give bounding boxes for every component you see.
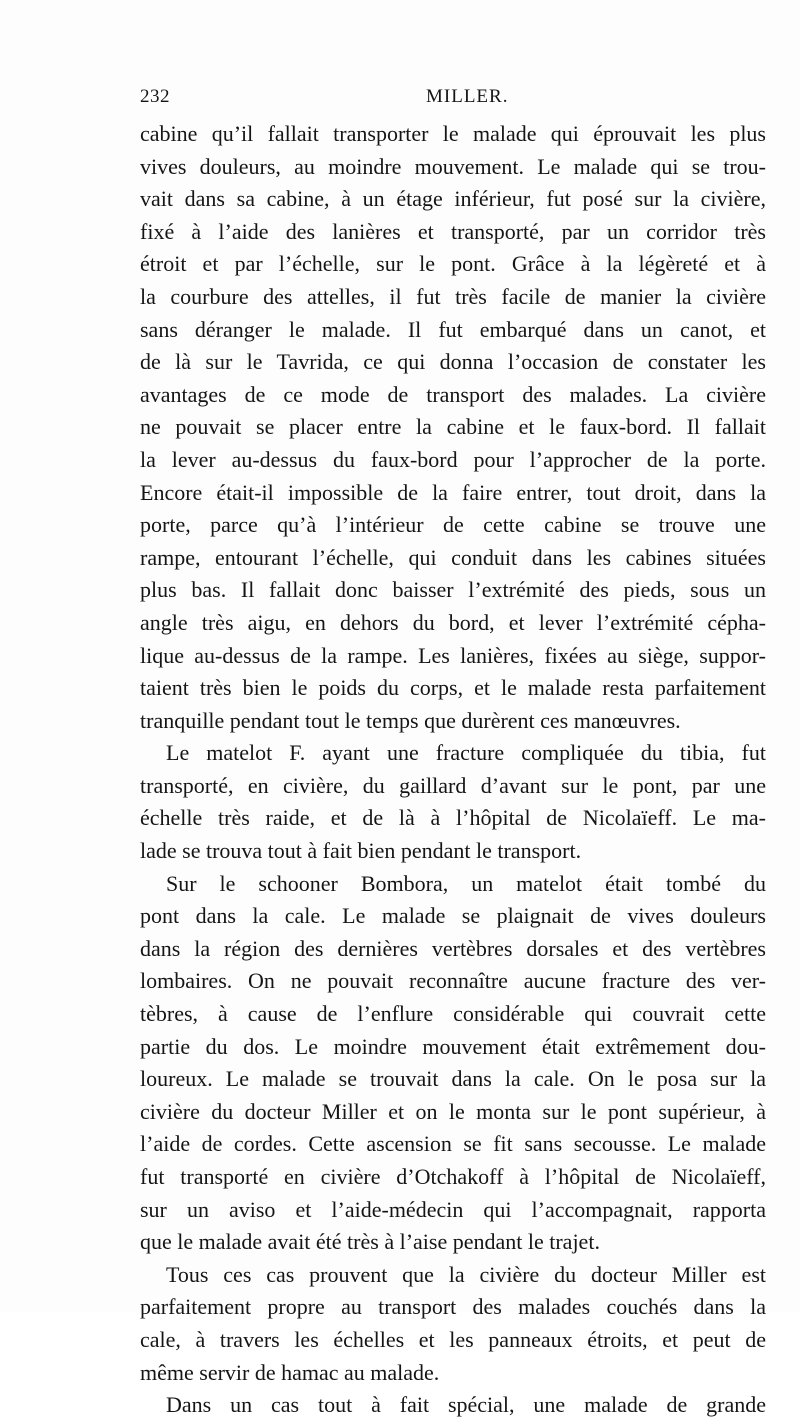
text-line: échelle très raide, et de là à l’hôpital de Nicolaïeff. Le ma- xyxy=(140,805,766,831)
page-number: 232 xyxy=(140,86,170,107)
text-line: cabine qu’il fallait transporter le malade qui éprouvait les plus xyxy=(140,121,766,146)
text-line: la lever au-dessus du faux-bord pour l’approcher de la porte. xyxy=(140,446,766,472)
text-line: cale, à travers les échelles et les panneaux étroits, et peut de xyxy=(140,1326,766,1352)
text-line: la courbure des attelles, il fut très facile de manier la civière xyxy=(140,283,766,309)
paragraph-5 xyxy=(140,1389,766,1422)
text-line: sur un aviso et l’aide-médecin qui l’accompagnait, rapporta xyxy=(140,1196,766,1222)
text-line: taient très bien le poids du corps, et le malade resta parfaitement xyxy=(140,675,766,701)
text-line: lade se trouva tout à fait bien pendant le transport. xyxy=(140,838,582,864)
text-line: tranquille pendant tout le temps que durèrent ces manœuvres. xyxy=(140,707,681,733)
running-title: MILLER. xyxy=(426,86,509,107)
paragraph-1 xyxy=(140,118,766,737)
text-line: lique au-dessus de la rampe. Les lanières, fixées au siège, suppor- xyxy=(140,642,766,668)
text-line: fut transporté en civière d’Otchakoff à l’hôpital de Nicolaïeff, xyxy=(140,1164,766,1189)
paragraph-2 xyxy=(140,737,766,867)
text-line: lombaires. On ne pouvait reconnaître aucune fracture des ver- xyxy=(140,968,766,994)
text-line: sans déranger le malade. Il fut embarqué dans un canot, et xyxy=(140,316,766,342)
text-line: vives douleurs, au moindre mouvement. Le malade qui se trou- xyxy=(140,153,766,179)
text-line: Tous ces cas prouvent que la civière du docteur Miller est xyxy=(166,1261,766,1287)
text-line: fixé à l’aide des lanières et transporté, par un corridor très xyxy=(140,218,766,244)
paragraph-4 xyxy=(140,1259,766,1389)
text-line: partie du dos. Le moindre mouvement était extrêmement dou- xyxy=(140,1033,766,1059)
text-line: de là sur le Tavrida, ce qui donna l’occasion de constater les xyxy=(140,349,766,375)
body-text xyxy=(140,118,766,1422)
text-line: loureux. Le malade se trouvait dans la cale. On le posa sur la xyxy=(140,1066,766,1092)
text-line: pont dans la cale. Le malade se plaignait de vives douleurs xyxy=(140,903,766,929)
text-line: Dans un cas tout à fait spécial, une malade de grande xyxy=(166,1392,766,1418)
text-line: ne pouvait se placer entre la cabine et le faux-bord. Il fallait xyxy=(140,414,766,440)
text-line: parfaitement propre au transport des malades couchés dans la xyxy=(140,1294,766,1320)
text-line: civière du docteur Miller et on le monta sur le pont supérieur, à xyxy=(140,1098,766,1124)
paragraph-3 xyxy=(140,868,766,1259)
text-line: transporté, en civière, du gaillard d’avant sur le pont, par une xyxy=(140,772,766,798)
text-line: plus bas. Il fallait donc baisser l’extrémité des pieds, sous un xyxy=(140,577,766,603)
text-line: Le matelot F. ayant une fracture compliquée du tibia, fut xyxy=(166,740,766,766)
text-line: l’aide de cordes. Cette ascension se fit sans secousse. Le malade xyxy=(140,1131,766,1157)
text-line: angle très aigu, en dehors du bord, et lever l’extrémité cépha- xyxy=(140,609,766,635)
text-line: dans la région des dernières vertèbres dorsales et des vertèbres xyxy=(140,935,766,961)
text-line: vait dans sa cabine, à un étage inférieur, fut posé sur la civière, xyxy=(140,186,766,212)
text-line: Sur le schooner Bombora, un matelot était tombé du xyxy=(166,870,766,896)
text-line: tèbres, à cause de l’enflure considérable qui couvrait cette xyxy=(140,1001,766,1027)
text-line: étroit et par l’échelle, sur le pont. Grâce à la légèreté et à xyxy=(140,251,766,277)
text-line: porte, parce qu’à l’intérieur de cette cabine se trouve une xyxy=(140,512,766,538)
text-line: rampe, entourant l’échelle, qui conduit dans les cabines situées xyxy=(140,544,766,570)
text-line: avantages de ce mode de transport des malades. La civière xyxy=(140,381,766,407)
running-head xyxy=(140,86,760,114)
text-line: même servir de hamac au malade. xyxy=(140,1359,440,1385)
text-line: que le malade avait été très à l’aise pendant le trajet. xyxy=(140,1229,600,1255)
text-line: Encore était-il impossible de la faire entrer, tout droit, dans la xyxy=(140,479,766,505)
